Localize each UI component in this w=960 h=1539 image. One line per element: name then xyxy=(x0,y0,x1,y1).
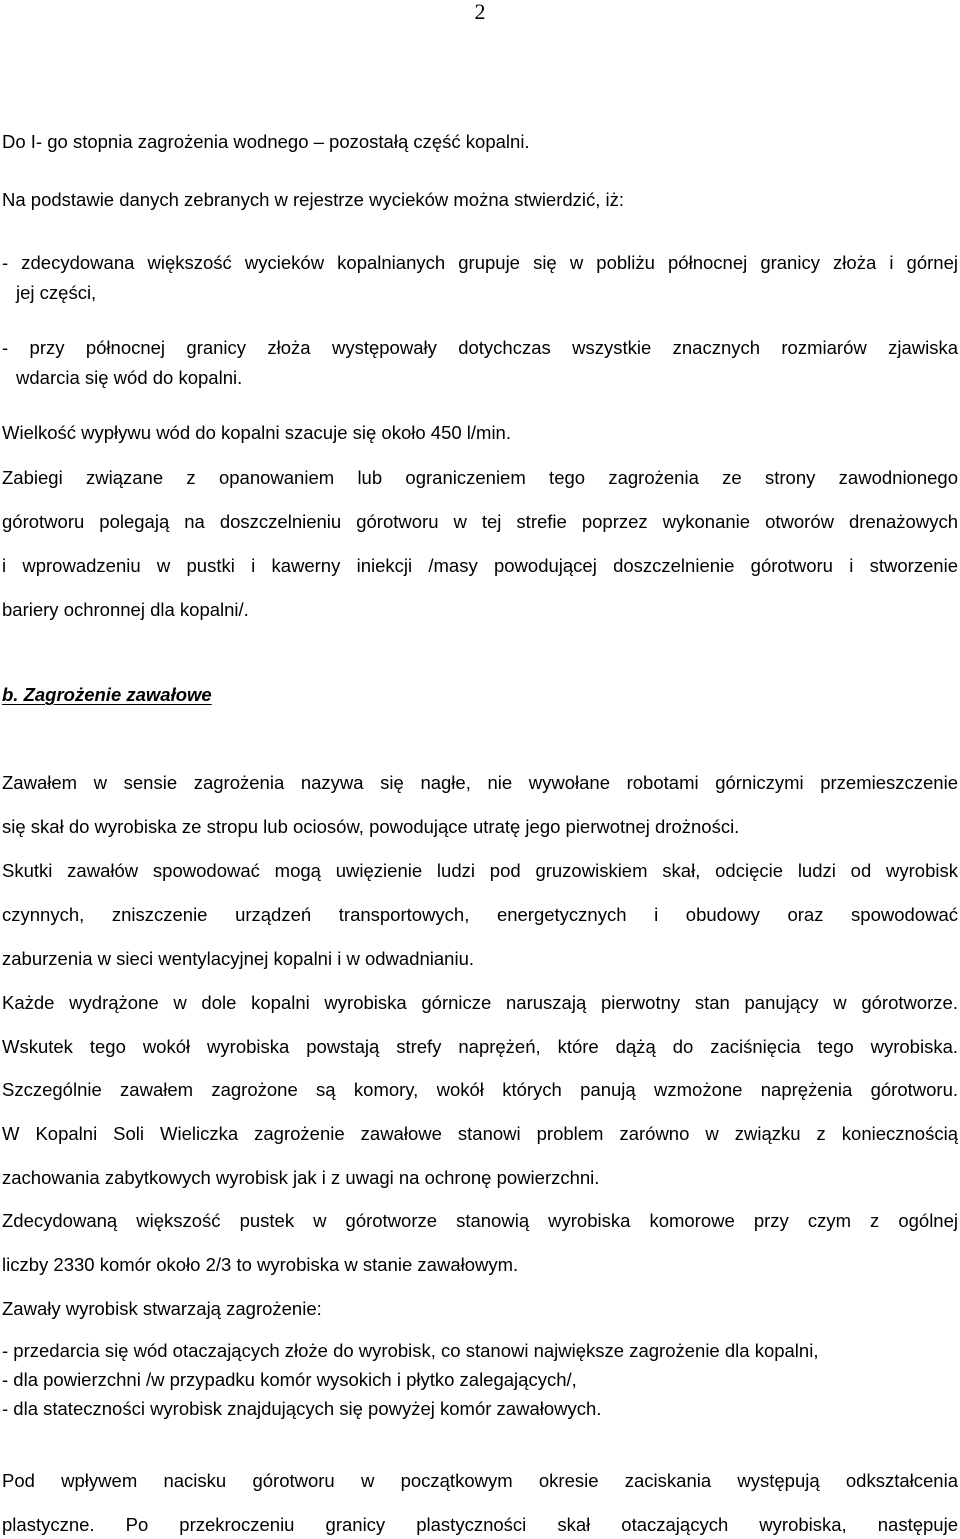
text-line-11: bariery ochronnej dla kopalni/. xyxy=(2,599,249,620)
text-line-26: - przedarcia się wód otaczających złoże do wyrobisk, co stanowi największe zagrożenie dla kopalni, xyxy=(2,1340,819,1361)
text-line-13: Zawałem w sensie zagrożenia nazywa się nagłe, nie wywołane robotami górniczymi przemieszczenie xyxy=(2,772,958,793)
text-line-30: plastyczne. Po przekroczeniu granicy plastyczności skał otaczających wyrobiska, następuje xyxy=(2,1514,958,1535)
text-line-21: W Kopalni Soli Wieliczka zagrożenie zawałowe stanowi problem zarówno w związku z koniecznością xyxy=(2,1123,958,1144)
text-line-3: - zdecydowana większość wycieków kopalnianych grupuje się w pobliżu północnej granicy złoża i górnej xyxy=(2,252,958,273)
text-line-16: czynnych, zniszczenie urządzeń transportowych, energetycznych i obudowy oraz spowodować xyxy=(2,904,958,925)
text-line-7: Wielkość wypływu wód do kopalni szacuje się około 450 l/min. xyxy=(2,422,511,443)
text-line-27: - dla powierzchni /w przypadku komór wysokich i płytko zalegających/, xyxy=(2,1369,577,1390)
text-line-15: Skutki zawałów spowodować mogą uwięzienie ludzi pod gruzowiskiem skał, odcięcie ludzi od wyrobisk xyxy=(2,860,958,881)
text-line-22: zachowania zabytkowych wyrobisk jak i z uwagi na ochronę powierzchni. xyxy=(2,1167,600,1188)
text-line-8: Zabiegi związane z opanowaniem lub ograniczeniem tego zagrożenia ze strony zawodnionego xyxy=(2,467,958,488)
text-line-1: Do I- go stopnia zagrożenia wodnego – pozostałą część kopalni. xyxy=(2,131,530,152)
text-line-2: Na podstawie danych zebranych w rejestrze wycieków można stwierdzić, iż: xyxy=(2,189,625,210)
text-line-20: Szczególnie zawałem zagrożone są komory, wokół których panują wzmożone naprężenia górotworu. xyxy=(2,1079,958,1100)
text-line-4: jej części, xyxy=(16,282,97,303)
page-number: 2 xyxy=(474,0,486,24)
section-heading: b. Zagrożenie zawałowe xyxy=(2,684,212,705)
text-line-18: Każde wydrążone w dole kopalni wyrobiska górnicze naruszają pierwotny stan panujący w górotworze. xyxy=(2,992,958,1013)
text-line-5: - przy północnej granicy złoża występowały dotychczas wszystkie znacznych rozmiarów zjawiska xyxy=(2,337,958,358)
text-line-24: liczby 2330 komór około 2/3 to wyrobiska w stanie zawałowym. xyxy=(2,1254,519,1275)
text-line-6: wdarcia się wód do kopalni. xyxy=(16,367,243,388)
text-line-28: - dla stateczności wyrobisk znajdujących się powyżej komór zawałowych. xyxy=(2,1398,602,1419)
text-line-29: Pod wpływem nacisku górotworu w początkowym okresie zaciskania występują odkształcenia xyxy=(2,1470,958,1491)
text-line-10: i wprowadzeniu w pustki i kawerny iniekcji /masy powodującej doszczelnienie górotworu i stworzenie xyxy=(2,555,958,576)
text-line-19: Wskutek tego wokół wyrobiska powstają strefy naprężeń, które dążą do zaciśnięcia tego wyrobiska. xyxy=(2,1036,958,1057)
text-line-14: się skał do wyrobiska ze stropu lub ociosów, powodujące utratę jego pierwotnej drożności. xyxy=(2,816,740,837)
text-line-9: górotworu polegają na doszczelnieniu górotworu w tej strefie poprzez wykonanie otworów drenażowych xyxy=(2,511,958,532)
text-line-17: zaburzenia w sieci wentylacyjnej kopalni i w odwadnianiu. xyxy=(2,948,475,969)
text-line-25: Zawały wyrobisk stwarzają zagrożenie: xyxy=(2,1298,322,1319)
text-line-23: Zdecydowaną większość pustek w górotworze stanowią wyrobiska komorowe przy czym z ogólnej xyxy=(2,1210,958,1231)
